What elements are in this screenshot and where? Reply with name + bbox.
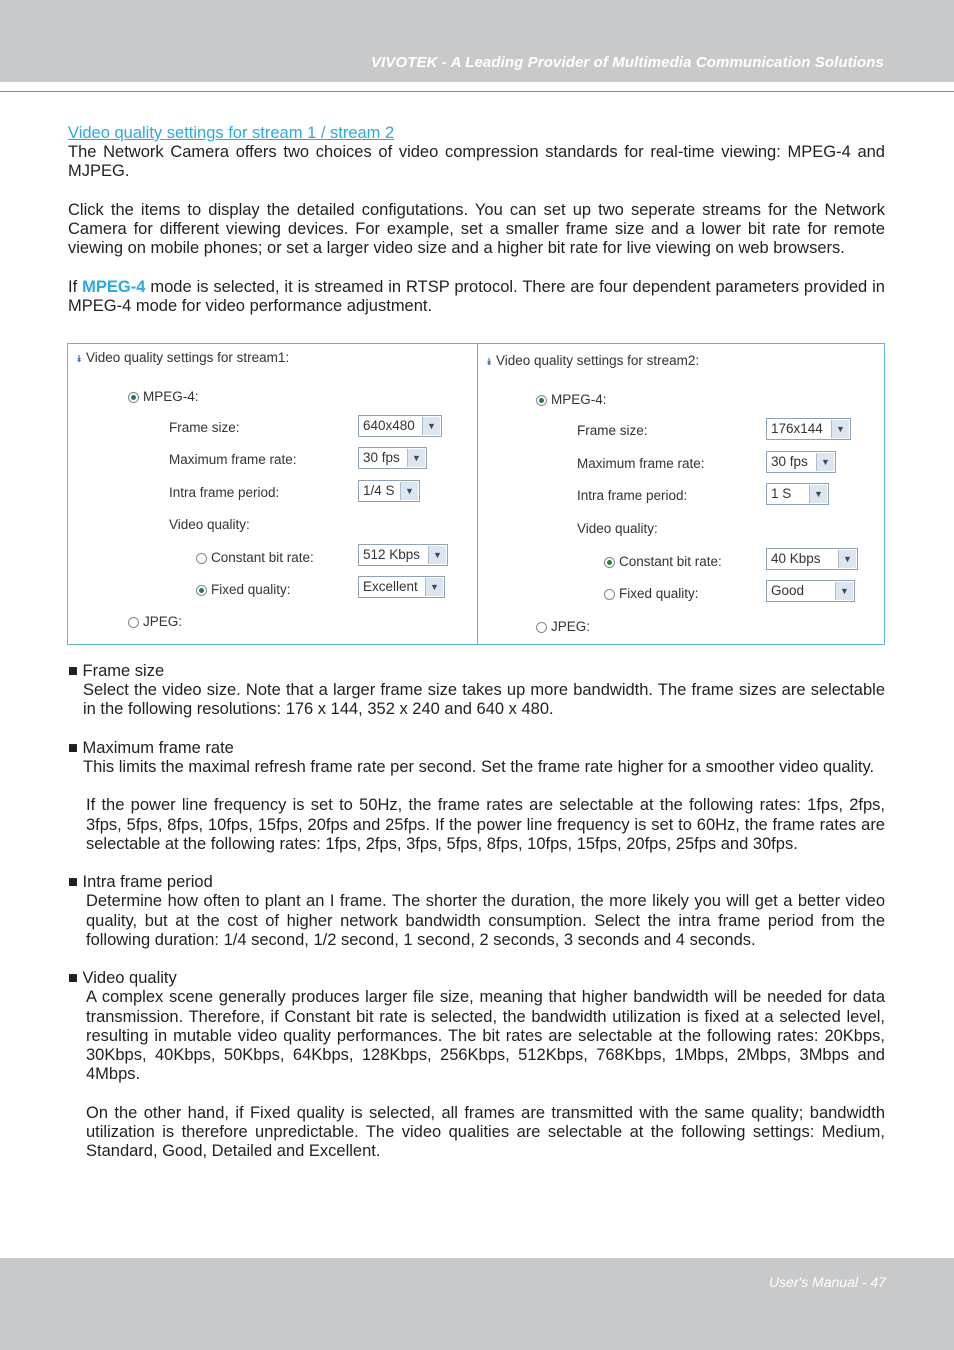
video-quality-body: A complex scene generally produces larger file size, meaning that higher bandwidth will be needed for data transmission. Therefore, if Constant bit rate is selected, the bandwidth utilization is fixed at a selected level, resulting in mutable video quality performances. The bit rates are selectable at the following rates: 20Kbps, 30Kbps, 40Kbps, 50Kbps, 64Kbps, 128Kbps, 256Kbps, 512Kbps, 768Kbps, 1Mbps, 2Mbps, 3Mbps and 4Mbps. [86, 988, 885, 1084]
stream1-cbr-select[interactable]: 512 Kbps ▼ [358, 544, 448, 566]
stream2-frame-size-select[interactable]: 176x144 ▼ [766, 418, 851, 440]
chevron-down-icon: ▼ [831, 420, 849, 438]
chevron-down-icon: ▼ [428, 546, 446, 564]
stream2-mpeg4-radio[interactable]: MPEG-4: [536, 392, 607, 407]
stream2-fixed-select[interactable]: Good ▼ [766, 580, 855, 602]
chevron-down-icon: ▼ [816, 453, 834, 471]
video-quality-heading: ■ Video quality [68, 969, 177, 988]
chevron-down-icon: ▼ [838, 550, 856, 568]
header-divider [0, 91, 954, 92]
stream1-cbr-radio[interactable]: Constant bit rate: [196, 550, 314, 565]
stream2-settings [478, 344, 887, 644]
chevron-down-icon: ▼ [425, 578, 443, 596]
radio-selected-icon [196, 585, 207, 596]
header-title: VIVOTEK - A Leading Provider of Multimedia Communication Solutions [370, 54, 884, 71]
settings-panel [67, 343, 885, 645]
intra-frame-body: Determine how often to plant an I frame. The shorter the duration, the more likely you will get a better video quality, but at the cost of higher network bandwidth consumption. Select the intra frame period from the following duration: 1/4 second, 1/2 second, 1 second, 2 seconds, 3 seconds and 4 seconds. [86, 892, 885, 949]
stream1-frame-size-select[interactable]: 640x480 ▼ [358, 415, 442, 437]
intra-frame-label: Intra frame period: [577, 488, 688, 503]
radio-empty-icon [536, 622, 547, 633]
radio-selected-icon [604, 557, 615, 568]
section-link[interactable]: Video quality settings for stream 1 / stream 2 [68, 124, 395, 142]
stream2-title[interactable]: ⯯ Video quality settings for stream2: [486, 353, 700, 368]
stream2-cbr-select[interactable]: 40 Kbps ▼ [766, 548, 858, 570]
radio-empty-icon [196, 553, 207, 564]
chevron-down-icon: ▼ [809, 485, 827, 503]
stream2-frame-rate-select[interactable]: 30 fps ▼ [766, 451, 836, 473]
stream2-intra-frame-select[interactable]: 1 S ▼ [766, 483, 829, 505]
radio-empty-icon [604, 589, 615, 600]
frame-size-label: Frame size: [169, 420, 240, 435]
max-frame-rate-body: This limits the maximal refresh frame rate per second. Set the frame rate higher for a smoother video quality. [83, 758, 875, 776]
parameter-descriptions [68, 662, 885, 1161]
stream2-fixed-radio[interactable]: Fixed quality: [604, 586, 699, 601]
intro-paragraph-2: Click the items to display the detailed configutations. You can set up two seperate streams for the Network Camera for different viewing devices. For example, set a smaller frame size and a lower bit rate for remote viewing on mobile phones; or set a larger video size and a higher bit rate for live viewing on web browsers. [68, 200, 885, 258]
stream1-title[interactable]: ⯯ Video quality settings for stream1: [76, 350, 290, 365]
intra-frame-heading: ■ Intra frame period [68, 873, 213, 892]
stream1-settings [68, 344, 477, 644]
chevron-down-icon: ▼ [400, 482, 418, 500]
collapse-arrow-icon: ⯯ [486, 357, 492, 368]
stream1-fixed-select[interactable]: Excellent ▼ [358, 576, 445, 598]
intro-paragraph-1: The Network Camera offers two choices of video compression standards for real-time viewing: MPEG-4 and MJPEG. [68, 143, 885, 181]
video-quality-body-2: On the other hand, if Fixed quality is selected, all frames are transmitted with the same quality; bandwidth utilization is therefore unpredictable. The video qualities are selectable at the following settings: Medium, Standard, Good, Detailed and Excellent. [86, 1103, 885, 1160]
frame-size-body: Select the video size. Note that a larger frame size takes up more bandwidth. The frame sizes are selectable in the following resolutions: 176 x 144, 352 x 240 and 640 x 480. [83, 681, 885, 719]
chevron-down-icon: ▼ [835, 582, 853, 600]
stream1-frame-rate-select[interactable]: 30 fps ▼ [358, 447, 427, 469]
frame-size-heading: ■ Frame size [68, 662, 165, 680]
collapse-arrow-icon: ⯯ [76, 354, 82, 365]
stream2-cbr-radio[interactable]: Constant bit rate: [604, 554, 722, 569]
radio-selected-icon [536, 395, 547, 406]
intro-paragraph-3: If MPEG-4 mode is selected, it is streamed in RTSP protocol. There are four dependent parameters provided in MPEG-4 mode for video performance adjustment. [68, 277, 885, 315]
max-frame-rate-body-2: If the power line frequency is set to 50Hz, the frame rates are selectable at the following rates: 1fps, 2fps, 3fps, 5fps, 8fps, 10fps, 15fps, 20fps and 25fps. If the power line frequency is set to 60Hz, the frame rates are selectable at the following rates: 1fps, 2fps, 3fps, 5fps, 8fps, 10fps, 15fps, 20fps, 25fps and 30fps. [86, 796, 885, 853]
page-number: User's Manual - 47 [768, 1274, 886, 1290]
max-frame-rate-label: Maximum frame rate: [577, 456, 705, 471]
stream2-jpeg-radio[interactable]: JPEG: [536, 619, 590, 634]
mpeg4-highlight: MPEG-4 [82, 277, 146, 296]
chevron-down-icon: ▼ [407, 449, 425, 467]
intro-section [68, 124, 885, 316]
video-quality-label: Video quality: [169, 517, 250, 532]
radio-selected-icon [128, 392, 139, 403]
radio-empty-icon [128, 617, 139, 628]
frame-size-label: Frame size: [577, 423, 648, 438]
chevron-down-icon: ▼ [422, 417, 440, 435]
stream1-intra-frame-select[interactable]: 1/4 S ▼ [358, 480, 420, 502]
stream1-mpeg4-radio[interactable]: MPEG-4: [128, 389, 199, 404]
max-frame-rate-label: Maximum frame rate: [169, 452, 297, 467]
max-frame-rate-heading: ■ Maximum frame rate [68, 738, 234, 757]
video-quality-label: Video quality: [577, 521, 658, 536]
intra-frame-label: Intra frame period: [169, 485, 280, 500]
stream1-fixed-radio[interactable]: Fixed quality: [196, 582, 291, 597]
stream1-jpeg-radio[interactable]: JPEG: [128, 614, 182, 629]
page-footer [0, 1258, 954, 1350]
